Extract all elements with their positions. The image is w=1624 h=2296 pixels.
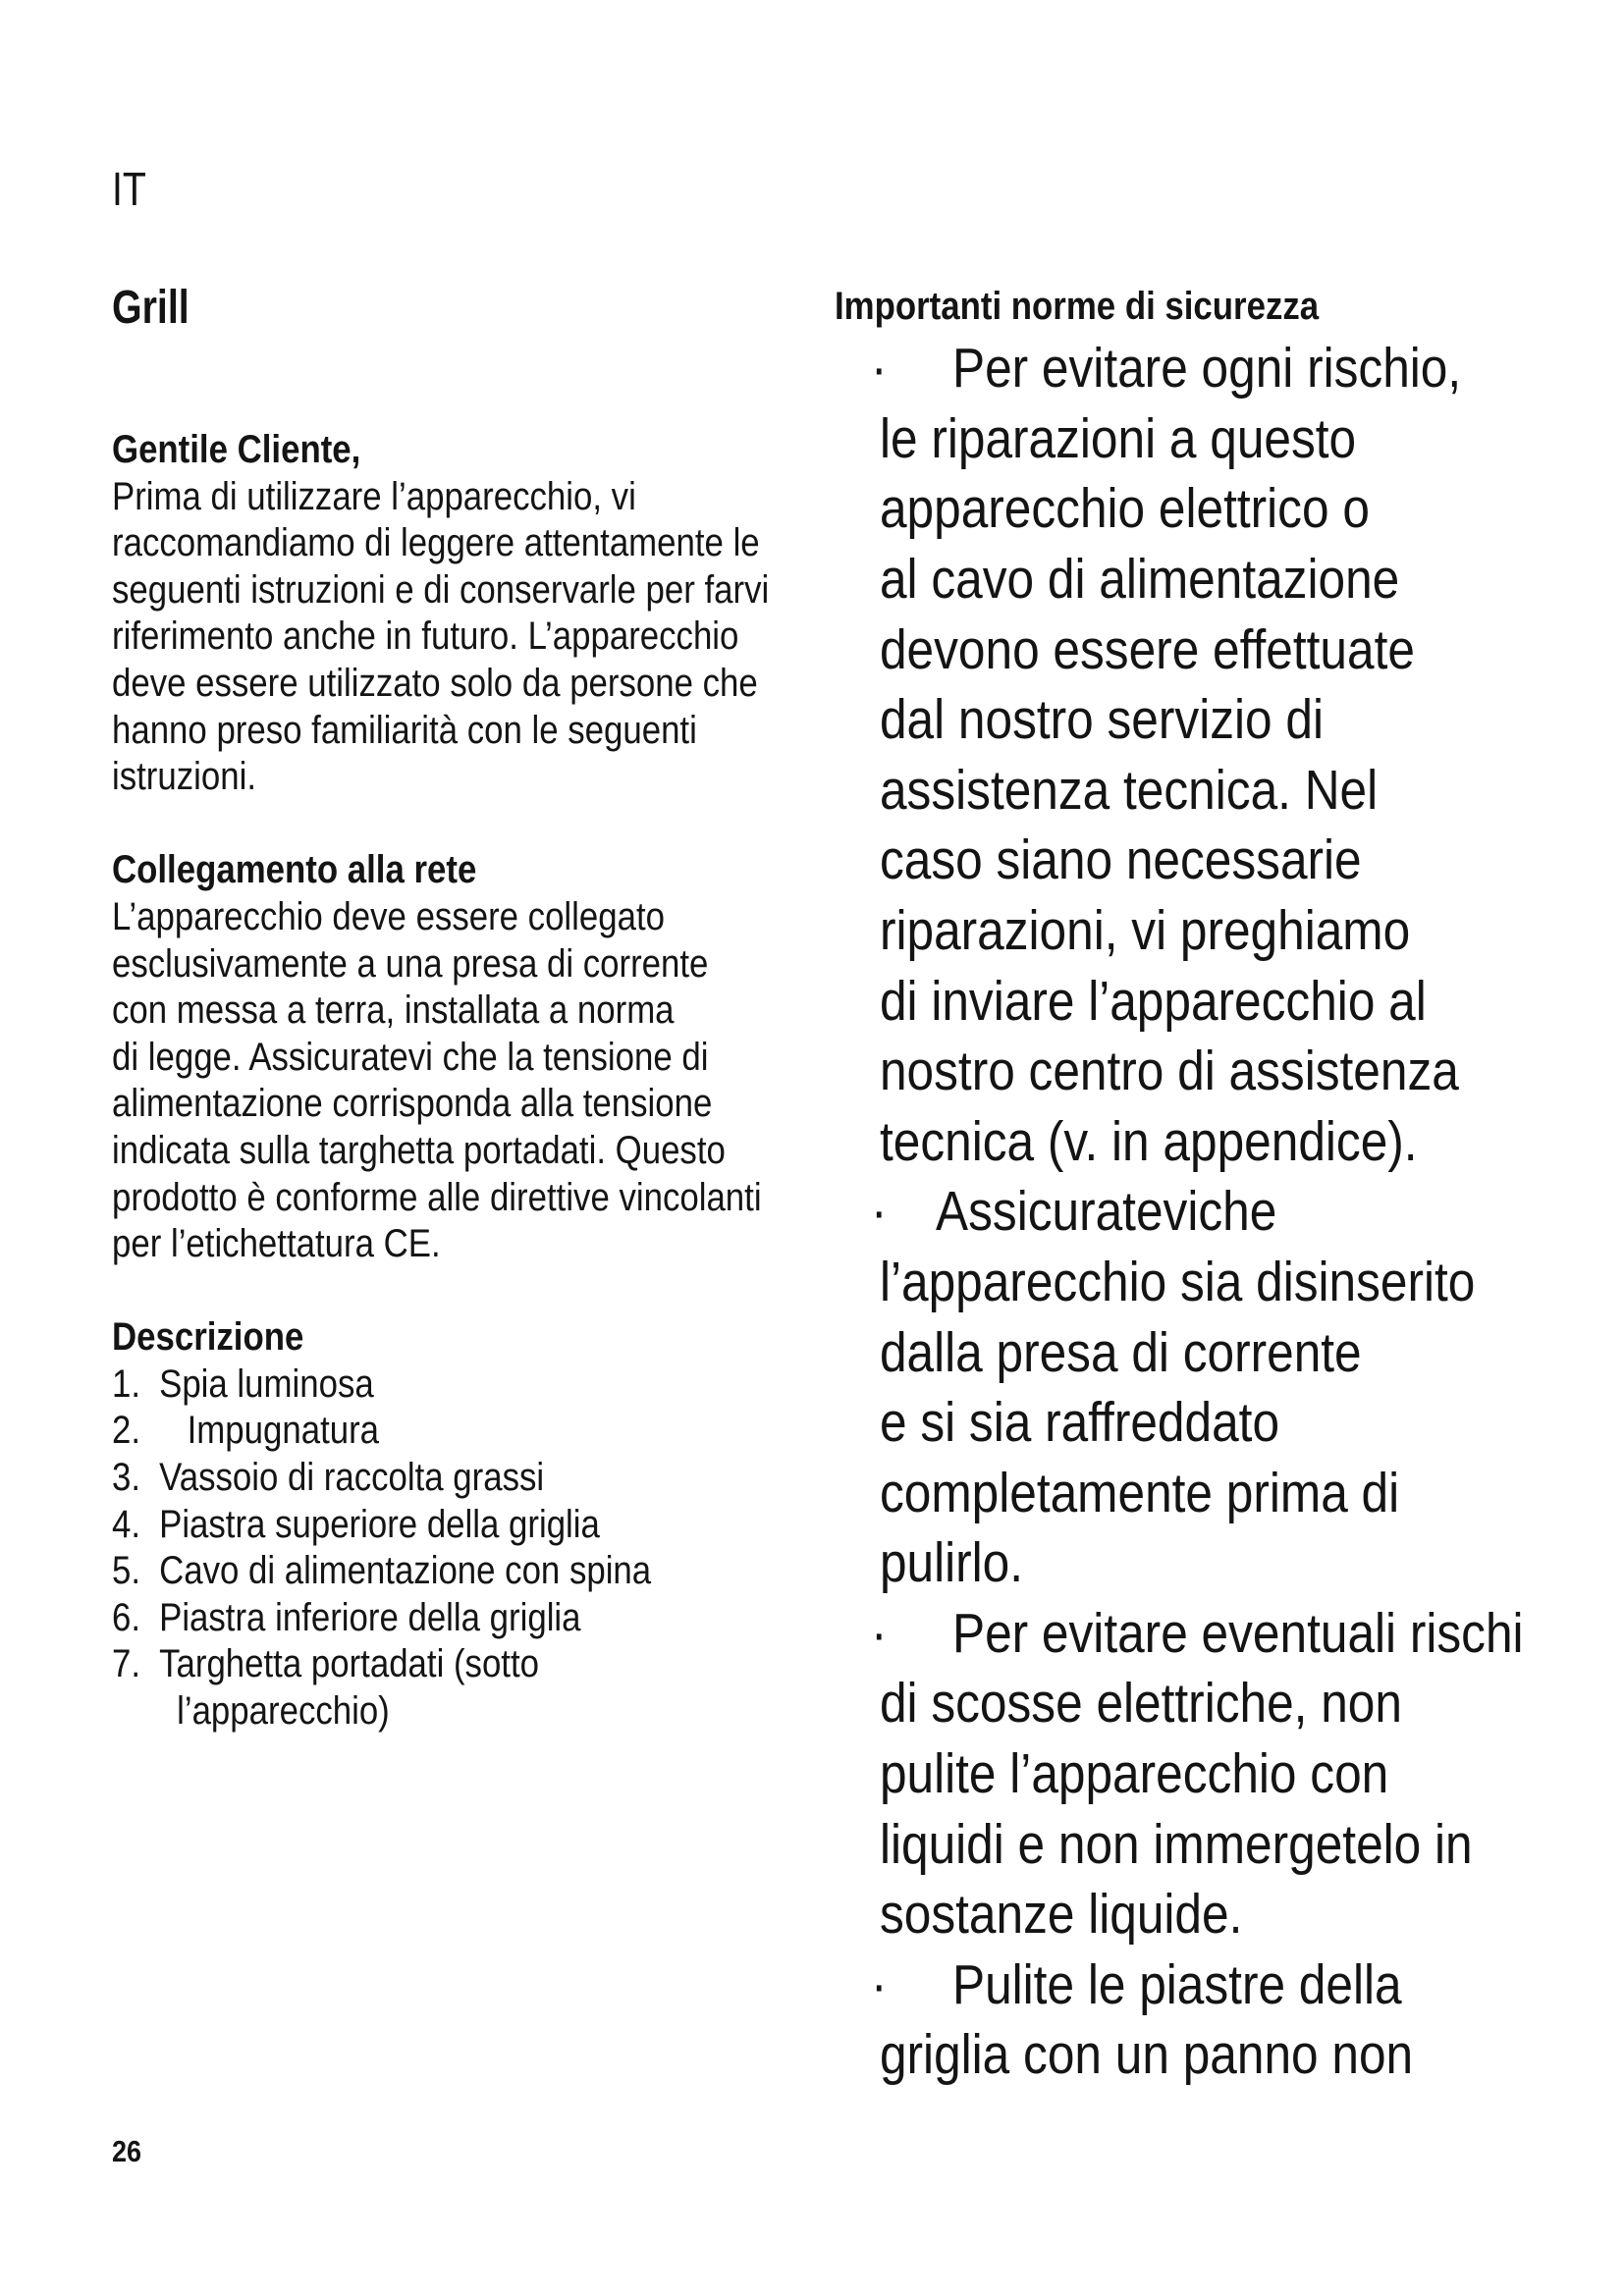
safety-rule-line: devono essere effettuate: [879, 617, 1415, 681]
item-number: 5.: [112, 1549, 141, 1593]
bullet-icon: ·: [871, 1180, 888, 1244]
item-label: Piastra inferiore della griglia: [159, 1595, 581, 1639]
item-number: 1.: [112, 1362, 141, 1406]
safety-rule-line: al cavo di alimentazione: [879, 547, 1400, 611]
safety-rule-line: caso siano necessarie: [879, 828, 1362, 892]
intro-line: raccomandiamo di leggere attentamente le: [112, 521, 760, 565]
safety-rule-text: Per evitare eventuali rischi: [951, 1601, 1524, 1665]
safety-rule-line: e si sia raffreddato: [879, 1391, 1280, 1455]
connection-line: L’apparecchio deve essere collegato: [112, 894, 665, 938]
safety-rule-line: sostanze liquide.: [879, 1883, 1243, 1947]
safety-rule-line: [871, 1950, 1554, 2021]
intro-line: hanno preso familiarità con le seguenti: [112, 708, 697, 752]
description-item: [112, 1641, 779, 1688]
bullet-icon: ·: [871, 1952, 888, 2016]
left-column: [112, 427, 779, 1735]
safety-rule-text: Pulite le piastre della: [951, 1952, 1402, 2016]
safety-rule-line: dal nostro servizio di: [879, 688, 1324, 752]
description-item: [112, 1595, 779, 1642]
safety-rule-line: pulite l’apparecchio con: [879, 1742, 1389, 1806]
item-number: 3.: [112, 1456, 141, 1500]
safety-rule-line: tecnica (v. in appendice).: [879, 1109, 1418, 1173]
item-label: Targhetta portadati (sotto: [159, 1642, 540, 1686]
item-label: Impugnatura: [187, 1409, 380, 1453]
connection-line: alimentazione corrisponda alla tensione: [112, 1082, 713, 1126]
description-item: [112, 1408, 779, 1455]
connection-line: prodotto è conforme alle direttive vincolanti: [112, 1175, 762, 1219]
safety-rule-line: griglia con un panno non: [879, 2023, 1414, 2087]
safety-rule-line: completamente prima di: [879, 1461, 1400, 1524]
safety-rule-line: di inviare l’apparecchio al: [879, 969, 1427, 1033]
item-number: 2.: [112, 1409, 141, 1453]
language-code: IT: [112, 164, 146, 216]
intro-heading: Gentile Cliente,: [112, 428, 361, 471]
safety-rule-line: nostro centro di assistenza: [879, 1040, 1459, 1103]
intro-line: Prima di utilizzare l’apparecchio, vi: [112, 474, 636, 518]
safety-rule-line: pulirlo.: [879, 1531, 1024, 1595]
description-section: [112, 1314, 779, 1735]
safety-rule-line: apparecchio elettrico o: [879, 477, 1370, 541]
page-title: Grill: [112, 282, 189, 334]
description-item: [112, 1502, 779, 1549]
connection-line: per l’etichettatura CE.: [112, 1222, 441, 1266]
safety-rules: [871, 334, 1554, 2091]
safety-rule-line: [871, 1599, 1554, 1670]
safety-rule-text: Assicurateviche: [936, 1180, 1277, 1244]
connection-line: con messa a terra, installata a norma: [112, 988, 675, 1033]
item-label-continuation: l’apparecchio): [177, 1689, 390, 1734]
safety-rule-line: [871, 334, 1554, 404]
connection-heading: Collegamento alla rete: [112, 848, 477, 892]
safety-heading: Importanti norme di sicurezza: [835, 285, 1320, 328]
item-label: Vassoio di raccolta grassi: [159, 1456, 545, 1500]
bullet-icon: ·: [871, 1601, 888, 1665]
item-label: Piastra superiore della griglia: [159, 1502, 600, 1546]
safety-rule-line: [871, 1177, 1554, 1248]
safety-rule-line: riparazioni, vi preghiamo: [879, 898, 1411, 962]
item-number: 4.: [112, 1502, 141, 1546]
safety-rule-text: Per evitare ogni rischio,: [951, 337, 1462, 400]
connection-line: di legge. Assicuratevi che la tensione di: [112, 1035, 709, 1079]
safety-rule-line: dalla presa di corrente: [879, 1320, 1362, 1384]
intro-line: riferimento anche in futuro. L’apparecchio: [112, 614, 739, 659]
item-number: 6.: [112, 1595, 141, 1639]
intro-line: deve essere utilizzato solo da persone che: [112, 661, 758, 705]
description-item: [112, 1548, 779, 1595]
intro-section: [112, 427, 779, 801]
connection-section: [112, 847, 779, 1267]
intro-line: istruzioni.: [112, 755, 256, 799]
safety-rule-line: le riparazioni a questo: [879, 406, 1357, 470]
connection-line: esclusivamente a una presa di corrente: [112, 941, 709, 986]
bullet-icon: ·: [871, 337, 888, 400]
item-label: Cavo di alimentazione con spina: [159, 1549, 652, 1593]
safety-rule-line: liquidi e non immergetelo in: [879, 1812, 1473, 1876]
safety-rule-line: l’apparecchio sia disinserito: [879, 1250, 1476, 1313]
safety-rule-line: di scosse elettriche, non: [879, 1672, 1402, 1735]
item-label: Spia luminosa: [159, 1362, 374, 1406]
connection-line: indicata sulla targhetta portadati. Questo: [112, 1128, 726, 1172]
item-number: 7.: [112, 1642, 141, 1686]
description-item: [112, 1362, 779, 1409]
description-item: [112, 1455, 779, 1502]
page-number: 26: [112, 2134, 142, 2168]
description-heading: Descrizione: [112, 1315, 304, 1360]
intro-line: seguenti istruzioni e di conservarle per farvi: [112, 567, 770, 612]
safety-rule-line: assistenza tecnica. Nel: [879, 758, 1379, 822]
